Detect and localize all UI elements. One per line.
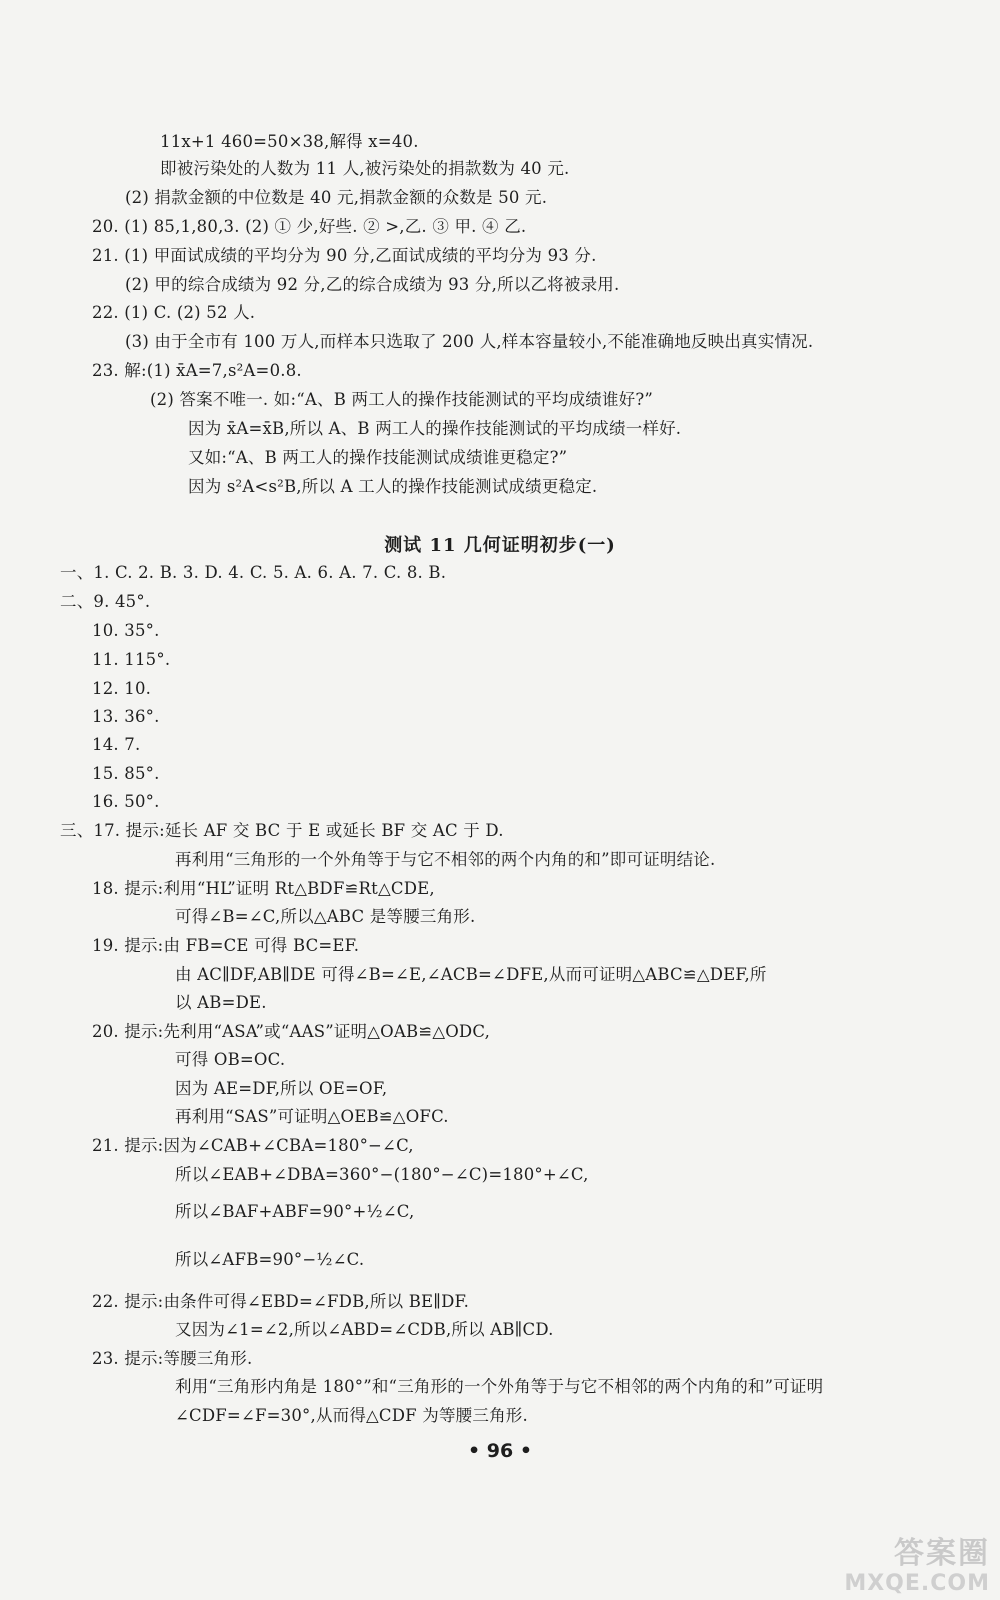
text-line: 因为 s²A<s²B,所以 A 工人的操作技能测试成绩更稳定. [188,477,598,496]
text-line: 11x+1 460=50×38,解得 x=40. [160,132,419,151]
text-line: 20. 提示:先利用“ASA”或“AAS”证明△OAB≌△ODC, [92,1022,491,1041]
text-line: 21. (1) 甲面试成绩的平均分为 90 分,乙面试成绩的平均分为 93 分. [92,246,597,265]
text-line: 再利用“三角形的一个外角等于与它不相邻的两个内角的和”即可证明结论. [175,850,716,869]
text-line: 可得∠B=∠C,所以△ABC 是等腰三角形. [175,907,476,926]
text-line: 二、9. 45°. [60,592,151,611]
text-line: 15. 85°. [92,764,160,783]
text-line: 又如:“A、B 两工人的操作技能测试成绩谁更稳定?” [188,448,568,467]
text-line: 23. 解:(1) x̄A=7,s²A=0.8. [92,361,302,380]
text-line: 利用“三角形内角是 180°”和“三角形的一个外角等于与它不相邻的两个内角的和”可证明 [175,1377,824,1396]
text-line: 14. 7. [92,735,141,754]
page-number: • 96 • [468,1440,532,1462]
text-line: 可得 OB=OC. [175,1050,286,1069]
text-line: 以 AB=DE. [175,993,267,1012]
text-line: 又因为∠1=∠2,所以∠ABD=∠CDB,所以 AB∥CD. [175,1320,554,1339]
text-line: 23. 提示:等腰三角形. [92,1349,253,1368]
text-line: 22. (1) C. (2) 52 人. [92,303,256,322]
text-line: 13. 36°. [92,707,160,726]
section-title: 测试 11 几何证明初步(一) [384,535,616,556]
text-line: 三、17. 提示:延长 AF 交 BC 于 E 或延长 BF 交 AC 于 D. [60,821,504,840]
text-line: 所以∠EAB+∠DBA=360°−(180°−∠C)=180°+∠C, [175,1165,589,1184]
text-line: 所以∠AFB=90°−½∠C. [175,1250,365,1269]
text-line: 20. (1) 85,1,80,3. (2) ① 少,好些. ② >,乙. ③ 甲. ④ 乙. [92,217,527,236]
text-line: 19. 提示:由 FB=CE 可得 BC=EF. [92,936,360,955]
text-line: 10. 35°. [92,621,160,640]
text-line: 22. 提示:由条件可得∠EBD=∠FDB,所以 BE∥DF. [92,1292,470,1311]
text-line: 16. 50°. [92,792,160,811]
text-line: 因为 x̄A=x̄B,所以 A、B 两工人的操作技能测试的平均成绩一样好. [188,419,682,438]
text-line: (2) 捐款金额的中位数是 40 元,捐款金额的众数是 50 元. [125,188,548,207]
text-line: (2) 甲的综合成绩为 92 分,乙的综合成绩为 93 分,所以乙将被录用. [125,275,620,294]
watermark-url: MXQE.COM [844,1571,990,1596]
text-line: (2) 答案不唯一. 如:“A、B 两工人的操作技能测试的平均成绩谁好?” [150,390,654,409]
text-line: 11. 115°. [92,650,171,669]
text-line: (3) 由于全市有 100 万人,而样本只选取了 200 人,样本容量较小,不能准确地反映出真实情况. [125,332,814,351]
text-line: 因为 AE=DF,所以 OE=OF, [175,1079,388,1098]
watermark-logo-text: 答案圈 [894,1536,990,1571]
text-line: 由 AC∥DF,AB∥DE 可得∠B=∠E,∠ACB=∠DFE,从而可证明△ABC≌△DEF,所 [175,965,767,984]
watermark-logo [814,1526,994,1596]
text-line: 即被污染处的人数为 11 人,被污染处的捐款数为 40 元. [160,159,570,178]
text-line: ∠CDF=∠F=30°,从而得△CDF 为等腰三角形. [175,1406,528,1425]
text-line: 一、1. C. 2. B. 3. D. 4. C. 5. A. 6. A. 7. C. 8. B. [60,563,447,582]
text-line: 12. 10. [92,679,152,698]
text-line: 18. 提示:利用“HL”证明 Rt△BDF≌Rt△CDE, [92,879,435,898]
text-line: 再利用“SAS”可证明△OEB≌△OFC. [175,1107,449,1126]
text-line: 所以∠BAF+ABF=90°+½∠C, [175,1202,415,1221]
text-line: 21. 提示:因为∠CAB+∠CBA=180°−∠C, [92,1136,414,1155]
